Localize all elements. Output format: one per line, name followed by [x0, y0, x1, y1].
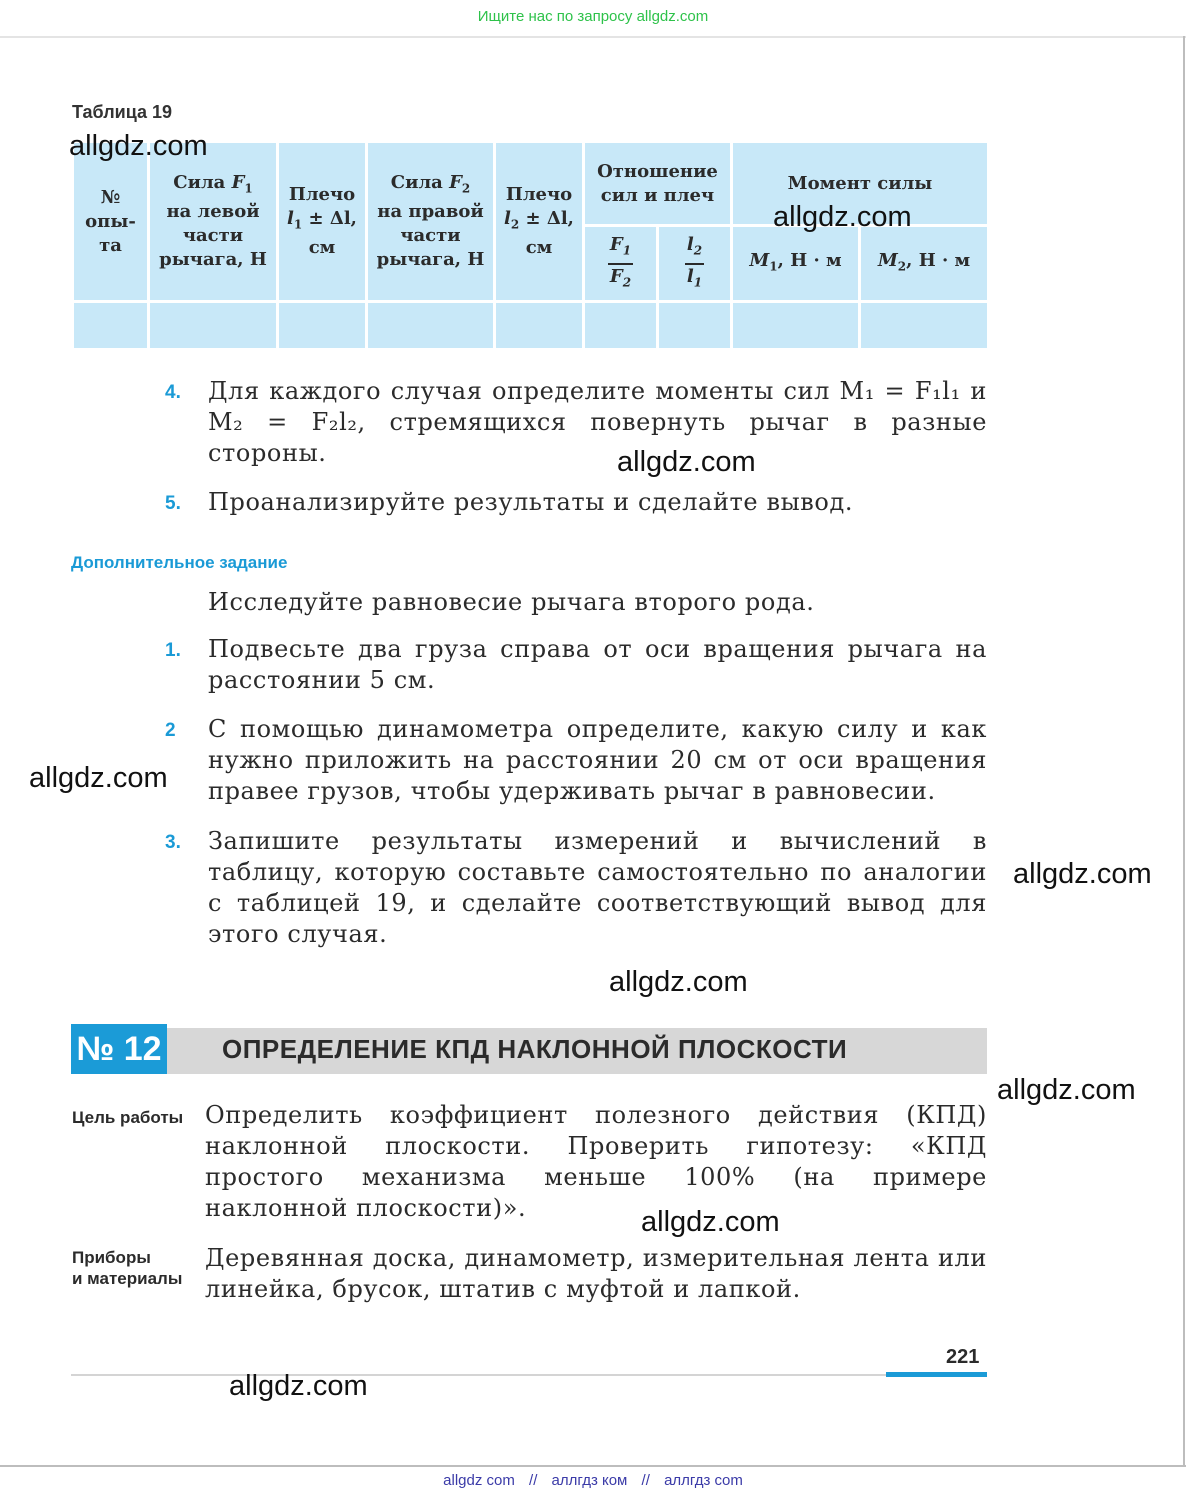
step-number: 3.	[165, 832, 181, 853]
col-moment-2: $M_2$, Н · м	[860, 226, 989, 302]
table-cell	[732, 302, 860, 350]
watermark: allgdz.com	[29, 762, 168, 794]
goal-text: Определить коэффициент полезного действия (КПД) наклонной плоскости. Проверить гипотезу: «КПД простого механизма меньше 100% (на примере наклонной плоскости)».	[205, 1101, 987, 1222]
footer-separator: //	[641, 1472, 650, 1489]
step-text: Проанализируйте результаты и сделайте вывод.	[208, 488, 854, 516]
page-right-edge	[1183, 36, 1185, 1466]
watermark: allgdz.com	[641, 1206, 780, 1238]
col-force-left: Сила $F_1$ на левой части рычага, Н	[149, 142, 278, 302]
step-4	[165, 376, 987, 469]
lab-title: ОПРЕДЕЛЕНИЕ КПД НАКЛОННОЙ ПЛОСКОСТИ	[222, 1034, 848, 1064]
table-cell	[495, 302, 584, 350]
page-footer-accent	[886, 1372, 987, 1377]
footer-link[interactable]: аллгдз ком	[551, 1472, 628, 1489]
watermark: allgdz.com	[773, 201, 912, 233]
extra-step-1	[165, 634, 987, 696]
step-5	[165, 487, 987, 518]
page-footer-line	[71, 1374, 987, 1376]
footer-links	[0, 1472, 1186, 1489]
materials-label: Приборы и материалы	[72, 1248, 183, 1288]
footer-link[interactable]: аллгдз com	[664, 1472, 743, 1489]
col-force-right: Сила $F_2$ на правой части рычага, Н	[367, 142, 495, 302]
table-cell	[658, 302, 732, 350]
page-number: 221	[946, 1346, 980, 1368]
col-experiment-number: № опы-та	[73, 142, 149, 302]
step-number: 1.	[165, 640, 181, 661]
extra-step-2	[165, 714, 987, 807]
step-number: 2	[165, 720, 176, 741]
footer-separator: //	[529, 1472, 538, 1489]
watermark: allgdz.com	[997, 1074, 1136, 1106]
table-cell	[73, 302, 149, 350]
extra-task-title: Дополнительное задание	[71, 553, 288, 572]
search-banner: Ищите нас по запросу allgdz.com	[0, 0, 1186, 34]
goal-label: Цель работы	[72, 1108, 184, 1127]
table-empty-row	[73, 302, 989, 350]
watermark: allgdz.com	[1013, 858, 1152, 890]
step-text: Подвесьте два груза справа от оси вращения рычага на расстоянии 5 см.	[208, 635, 987, 694]
col-force-ratio: $\frac{F_1}{F_2}$	[584, 226, 658, 302]
table-title: Таблица 19	[72, 102, 173, 122]
extra-task-intro: Исследуйте равновесие рычага второго рода.	[208, 588, 815, 616]
footer-link[interactable]: allgdz com	[443, 1472, 515, 1489]
watermark: allgdz.com	[69, 130, 208, 162]
watermark: allgdz.com	[229, 1370, 368, 1402]
step-text: С помощью динамометра определите, какую силу и как нужно приложить на расстоянии 20 см от оси вращения правее грузов, чтобы удерживать рычаг в равновесии.	[208, 715, 987, 805]
watermark: allgdz.com	[617, 446, 756, 478]
step-text: Запишите результаты измерений и вычислений в таблицу, которую составьте самостоятельно по аналогии с таблицей 19, и сделайте соответствующий вывод для этого случая.	[208, 827, 987, 948]
table-cell	[149, 302, 278, 350]
extra-step-3	[165, 826, 987, 950]
lab-number-badge: № 12	[71, 1024, 167, 1074]
col-moment-1: $M_1$, Н · м	[732, 226, 860, 302]
materials-text: Деревянная доска, динамометр, измерительная лента или линейка, брусок, штатив с муфтой и лапкой.	[205, 1244, 987, 1303]
col-arm-right: Плечо $l_2 \pm \Delta l$, см	[495, 142, 584, 302]
col-arm-ratio: $\frac{l_2}{l_1}$	[658, 226, 732, 302]
table-cell	[278, 302, 367, 350]
col-moment-header: Момент силы	[732, 142, 989, 226]
col-arm-left: Плечо $l_1 \pm \Delta l$, см	[278, 142, 367, 302]
watermark: allgdz.com	[609, 966, 748, 998]
table-cell	[367, 302, 495, 350]
step-number: 4.	[165, 382, 181, 403]
data-table-19	[71, 140, 990, 351]
step-text: Для каждого случая определите моменты сил M₁ = F₁l₁ и M₂ = F₂l₂, стремящихся повернуть рычаг в разные стороны.	[208, 377, 987, 467]
col-ratio-header: Отношение сил и плеч	[584, 142, 732, 226]
step-number: 5.	[165, 493, 181, 514]
table-cell	[860, 302, 989, 350]
top-divider	[0, 36, 1186, 38]
table-cell	[584, 302, 658, 350]
bottom-divider	[0, 1465, 1186, 1467]
